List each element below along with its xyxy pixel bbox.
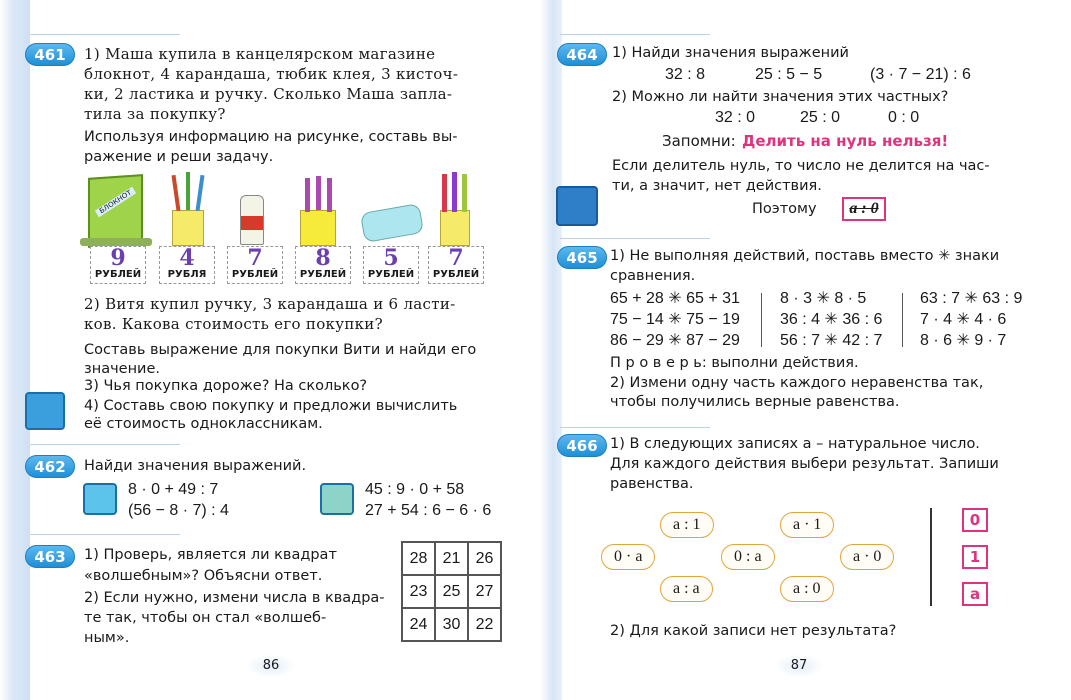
expression-oval: a · 0 <box>840 544 894 570</box>
expression: 25 : 0 <box>800 109 841 126</box>
divider <box>30 34 180 35</box>
magic-square <box>401 541 502 642</box>
expression: 0 : 0 <box>888 109 920 126</box>
price-value: 8 <box>315 245 331 271</box>
comparison: 36 : 4 ✳ 36 : 6 <box>780 311 883 328</box>
p465-text: сравнения. <box>610 268 696 284</box>
expression-oval: a · 1 <box>780 512 834 538</box>
brushes-cup-image <box>300 210 336 246</box>
result-box: a <box>962 582 988 606</box>
magic-square-cell: 22 <box>468 608 501 641</box>
price-value: 7 <box>448 245 464 271</box>
pencil <box>196 175 205 211</box>
comparison: 8 · 6 ✳ 9 · 7 <box>920 332 1007 349</box>
p461-text-line: ки, 2 ластика и ручку. Сколько Маша запла- <box>84 85 453 103</box>
price-tag <box>295 246 351 284</box>
magic-square-cell: 26 <box>468 542 501 575</box>
price-value: 9 <box>110 245 126 271</box>
divider <box>560 238 710 239</box>
magic-square-cell: 27 <box>468 575 501 608</box>
p461-text-line: 1) Маша купила в канцелярском магазине <box>84 45 436 63</box>
p461-part4-text: 4) Составь свою покупку и предложи вычислить <box>84 398 458 414</box>
remember-label: Запомни: <box>662 132 736 150</box>
brush <box>327 178 332 212</box>
expression-oval: 0 · a <box>601 544 655 570</box>
page-number-right: 87 <box>774 654 824 678</box>
result-box: 0 <box>962 508 988 532</box>
price-unit: РУБЛЕЙ <box>367 269 415 280</box>
check-label: П р о в е р ь: <box>610 355 707 371</box>
divider <box>30 444 180 445</box>
p466-text: Для каждого действия выбери результат. Запиши <box>610 456 999 472</box>
comparison: 63 : 7 ✳ 63 : 9 <box>920 290 1023 307</box>
p464-text: ти, а значит, нет действия. <box>612 178 822 194</box>
expression-oval: 0 : a <box>721 544 775 570</box>
page-number-left: 86 <box>246 654 296 678</box>
magic-square-cell: 23 <box>402 575 435 608</box>
exercise-badge-465: 465 <box>557 246 607 269</box>
expression: 32 : 8 <box>665 66 706 83</box>
price-tag <box>363 246 419 284</box>
vertical-divider <box>930 508 932 606</box>
expression: 8 · 0 + 49 : 7 <box>128 481 219 498</box>
divider <box>560 427 710 428</box>
p461-part4-text: её стоимость одноклассникам. <box>84 416 323 432</box>
pencil <box>172 175 181 211</box>
price-unit: РУБЛЕЙ <box>94 269 142 280</box>
boy-face-icon <box>83 483 117 515</box>
p464-text: Если делитель нуль, то число не делится на час- <box>612 158 990 174</box>
exercise-badge-462: 462 <box>25 455 75 478</box>
divider <box>30 534 180 535</box>
price-unit: РУБЛЯ <box>167 269 207 280</box>
p464-text: 1) Найди значения выражений <box>612 45 849 61</box>
notebook-image <box>88 174 143 248</box>
expression: (3 · 7 − 21) : 6 <box>870 66 971 83</box>
expression: (56 − 8 · 7) : 4 <box>128 502 229 519</box>
price-value: 5 <box>383 245 399 271</box>
column-divider <box>902 293 903 347</box>
division-by-zero-crossed: a : 0 <box>842 197 886 221</box>
comparison: 56 : 7 ✳ 42 : 7 <box>780 332 883 349</box>
p463-text-line: «волшебным»? Объясни ответ. <box>84 568 323 584</box>
pen <box>452 172 457 212</box>
p461-part2-line: ков. Какова стоимость его покупки? <box>84 315 383 333</box>
pencil <box>186 172 190 210</box>
price-tag <box>428 246 484 284</box>
comparison: 8 · 3 ✳ 8 · 5 <box>780 290 867 307</box>
pencils-cup-image <box>172 210 204 246</box>
pen <box>442 174 447 212</box>
exercise-badge-461: 461 <box>25 43 75 66</box>
price-unit: РУБЛЕЙ <box>432 269 480 280</box>
p462-text: Найди значения выражений. <box>84 458 307 474</box>
comparison: 75 − 14 ✳ 75 − 19 <box>610 311 740 328</box>
cards-icon <box>556 186 598 226</box>
p461-part2-text: Составь выражение для покупки Вити и найди его <box>84 342 477 358</box>
price-unit: РУБЛЕЙ <box>231 269 279 280</box>
price-value: 4 <box>179 245 195 271</box>
pen <box>462 174 467 212</box>
girl-face-icon <box>320 483 354 515</box>
p461-part2-line: 2) Витя купил ручку, 3 карандаша и 6 ласти- <box>84 295 456 313</box>
p463-text-line: ным». <box>84 630 130 646</box>
pens-cup-image <box>440 210 470 246</box>
price-unit: РУБЛЕЙ <box>299 269 347 280</box>
magic-square-cell: 30 <box>435 608 468 641</box>
page-margin-band-left <box>0 0 30 700</box>
magic-square-cell: 25 <box>435 575 468 608</box>
column-divider <box>761 293 762 347</box>
exercise-badge-463: 463 <box>25 545 75 568</box>
p461-part2-text: значение. <box>84 361 160 377</box>
exercise-badge-464: 464 <box>557 43 607 66</box>
expression: 27 + 54 : 6 − 6 · 6 <box>365 502 492 519</box>
magic-square-cell: 24 <box>402 608 435 641</box>
brush <box>316 176 321 210</box>
p461-text-line: тила за покупку? <box>84 105 226 123</box>
comparison: 7 · 4 ✳ 4 · 6 <box>920 311 1007 328</box>
result-box: 1 <box>962 545 988 569</box>
check-text: выполни действия. <box>711 355 859 371</box>
comparison: 65 + 28 ✳ 65 + 31 <box>610 290 740 307</box>
magic-square-cell: 21 <box>435 542 468 575</box>
p461-instruction: ражение и реши задачу. <box>84 149 274 165</box>
p463-text-line: 2) Если нужно, измени числа в квадра- <box>84 590 385 606</box>
p464-text: 2) Можно ли найти значения этих частных? <box>612 89 949 105</box>
divider <box>560 34 710 35</box>
therefore-text: Поэтому <box>752 201 817 217</box>
expression-oval: a : a <box>660 576 713 602</box>
expression: 32 : 0 <box>715 109 756 126</box>
p465-part2: 2) Измени одну часть каждого неравенства так, <box>610 375 984 391</box>
p463-text-line: те так, чтобы он стал «волшеб- <box>84 610 327 626</box>
price-tag <box>227 246 283 284</box>
check-instruction <box>610 353 859 373</box>
p465-text: 1) Не выполняя действий, поставь вместо ✳ знаки <box>610 248 1000 264</box>
p466-text: 1) В следующих записях a – натуральное число. <box>610 436 980 452</box>
expression-oval: a : 0 <box>780 576 834 602</box>
p461-text-line: блокнот, 4 карандаша, тюбик клея, 3 кисточ- <box>84 65 459 83</box>
brush <box>305 178 310 212</box>
remember-rule: Делить на нуль нельзя! <box>742 132 949 150</box>
p466-text: равенства. <box>610 476 694 492</box>
p465-part2: чтобы получились верные равенства. <box>610 394 900 410</box>
page-gutter-band <box>540 0 562 700</box>
p466-part2: 2) Для какой записи нет результата? <box>610 623 897 639</box>
expression: 25 : 5 − 5 <box>755 66 823 83</box>
pair-work-icon <box>25 392 65 430</box>
notebook-label: БЛОКНОТ <box>95 187 136 218</box>
p463-text-line: 1) Проверь, является ли квадрат <box>84 547 337 563</box>
p461-part3-text: 3) Чья покупка дороже? На сколько? <box>84 378 368 394</box>
price-value: 7 <box>247 245 263 271</box>
price-tag <box>90 246 146 284</box>
exercise-badge-466: 466 <box>557 434 607 457</box>
magic-square-cell: 28 <box>402 542 435 575</box>
glue-image <box>240 195 264 245</box>
p461-instruction: Используя информацию на рисунке, составь вы- <box>84 129 458 145</box>
comparison: 86 − 29 ✳ 87 − 29 <box>610 332 740 349</box>
expression-oval: a : 1 <box>660 512 714 538</box>
expression: 45 : 9 · 0 + 58 <box>365 481 465 498</box>
price-tag <box>159 246 215 284</box>
erasers-image <box>360 203 424 243</box>
